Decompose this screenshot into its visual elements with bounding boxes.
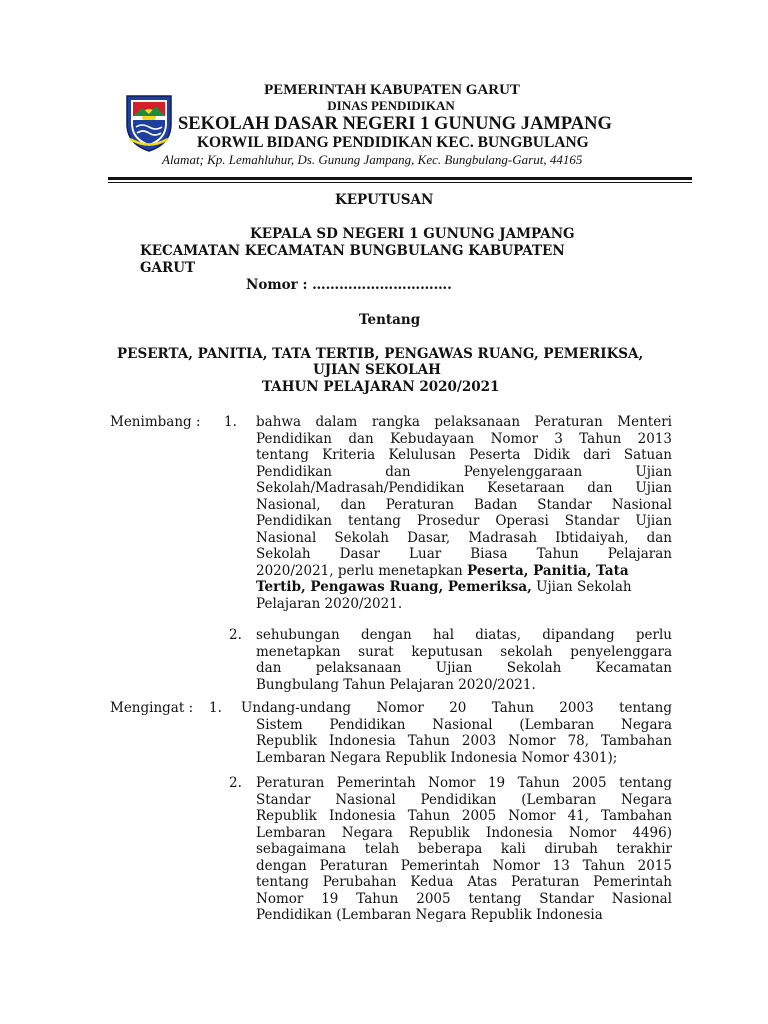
text-line: dan pelaksanaan Ujian Sekolah Kecamatan <box>256 660 672 676</box>
menimbang-item-2-text <box>256 627 672 693</box>
text-run: 2020/2021, perlu menetapkan <box>256 562 468 579</box>
text-line: Pendidikan dan Penyelenggaraan Ujian <box>256 463 672 480</box>
text-line: Bungbulang Tahun Pelajaran 2020/2021. <box>256 676 536 693</box>
text-line: Lembaran Negara Republik Indonesia Nomor 4496) <box>256 824 672 841</box>
text-line: Lembaran Negara Republik Indonesia Nomor 4301); <box>256 749 618 766</box>
text-line: Sekolah/Madrasah/Pendidikan Kesetaraan dan Ujian <box>256 480 672 496</box>
letterhead-department: DINAS PENDIDIKAN <box>327 98 455 113</box>
decree-heading: KEPUTUSAN <box>335 192 434 208</box>
text-line: sebagaimana telah beberapa kali dirubah terakhir <box>256 841 672 857</box>
text-line <box>256 563 672 580</box>
decree-issuer-line-2: KECAMATAN KECAMATAN BUNGBULANG KABUPATEN <box>140 243 565 259</box>
text-line: menetapkan surat keputusan sekolah penyelenggara <box>256 643 672 660</box>
menimbang-item-1-number: 1. <box>224 414 237 430</box>
text-line: Pendidikan dan Kebudayaan Nomor 3 Tahun 2013 <box>256 430 672 447</box>
text-line: Republik Indonesia Tahun 2005 Nomor 41, Tambahan <box>256 808 672 824</box>
mengingat-item-1-number: 1. <box>209 700 222 716</box>
mengingat-item-1-text <box>241 700 672 717</box>
text-line: Pendidikan tentang Prosedur Operasi Standar Ujian <box>256 513 672 529</box>
menimbang-item-1-text <box>256 414 672 612</box>
decree-subject-line-1: PESERTA, PANITIA, TATA TERTIB, PENGAWAS RUANG, PEMERIKSA, <box>117 346 644 362</box>
text-line: Nomor 19 Tahun 2005 tentang Standar Nasional <box>256 890 672 907</box>
decree-issuer-line-3: GARUT <box>140 260 196 276</box>
decree-issuer-line-1: KEPALA SD NEGERI 1 GUNUNG JAMPANG <box>250 226 575 242</box>
text-line: Sistem Pendidikan Nasional (Lembaran Negara <box>256 716 672 733</box>
decree-subject-line-2: UJIAN SEKOLAH <box>313 362 441 378</box>
letterhead-school-name: SEKOLAH DASAR NEGERI 1 GUNUNG JAMPANG <box>178 114 612 134</box>
letterhead-address: Alamat; Kp. Lemahluhur, Ds. Gunung Jampang, Kec. Bungbulang-Garut, 44165 <box>162 152 583 167</box>
mengingat-item-2-number: 2. <box>229 775 242 791</box>
decree-about-label: Tentang <box>359 312 421 328</box>
text-line: dengan Peraturan Pemerintah Nomor 13 Tahun 2015 <box>256 857 672 874</box>
text-run: Ujian Sekolah <box>531 579 632 595</box>
text-line: Pendidikan (Lembaran Negara Republik Indonesia <box>256 907 603 923</box>
bold-text-run: Peserta, Panitia, Tata <box>467 562 629 579</box>
text-line <box>256 579 672 596</box>
text-line: Sekolah Dasar Luar Biasa Tahun Pelajaran <box>256 546 672 562</box>
decree-subject-line-3: TAHUN PELAJARAN 2020/2021 <box>262 379 500 395</box>
text-line: bahwa dalam rangka pelaksanaan Peraturan Menteri <box>256 414 672 430</box>
text-line: Pelajaran 2020/2021. <box>256 595 403 612</box>
mengingat-label: Mengingat : <box>110 700 194 716</box>
letterhead-korwil: KORWIL BIDANG PENDIDIKAN KEC. BUNGBULANG <box>197 134 589 151</box>
decree-number: Nomor : …………………………. <box>246 277 452 293</box>
text-line: Undang-undang Nomor 20 Tahun 2003 tentang <box>241 700 672 716</box>
bold-text-run: Tertib, Pengawas Ruang, Pemeriksa, <box>256 579 532 595</box>
letterhead-divider-thick <box>108 177 692 180</box>
menimbang-label: Menimbang : <box>110 414 201 430</box>
mengingat-item-2-text <box>256 775 672 924</box>
text-line: Nasional, dan Peraturan Badan Standar Nasional <box>256 496 672 513</box>
text-line: tentang Perubahan Kedua Atas Peraturan Pemerintah <box>256 874 672 890</box>
text-line: tentang Kriteria Kelulusan Peserta Didik dari Satuan <box>256 447 672 463</box>
text-line: Republik Indonesia Tahun 2003 Nomor 78, Tambahan <box>256 733 672 749</box>
mengingat-item-1-text-continued <box>256 717 672 767</box>
text-line: sehubungan dengan hal diatas, dipandang perlu <box>256 627 672 643</box>
text-line: Standar Nasional Pendidikan (Lembaran Negara <box>256 791 672 808</box>
text-line: Nasional Sekolah Dasar, Madrasah Ibtidaiyah, dan <box>256 529 672 546</box>
letterhead-government: PEMERINTAH KABUPATEN GARUT <box>264 82 520 98</box>
letterhead-divider-thin <box>108 182 692 183</box>
menimbang-item-2-number: 2. <box>229 627 242 643</box>
text-line: Peraturan Pemerintah Nomor 19 Tahun 2005 tentang <box>256 775 672 791</box>
